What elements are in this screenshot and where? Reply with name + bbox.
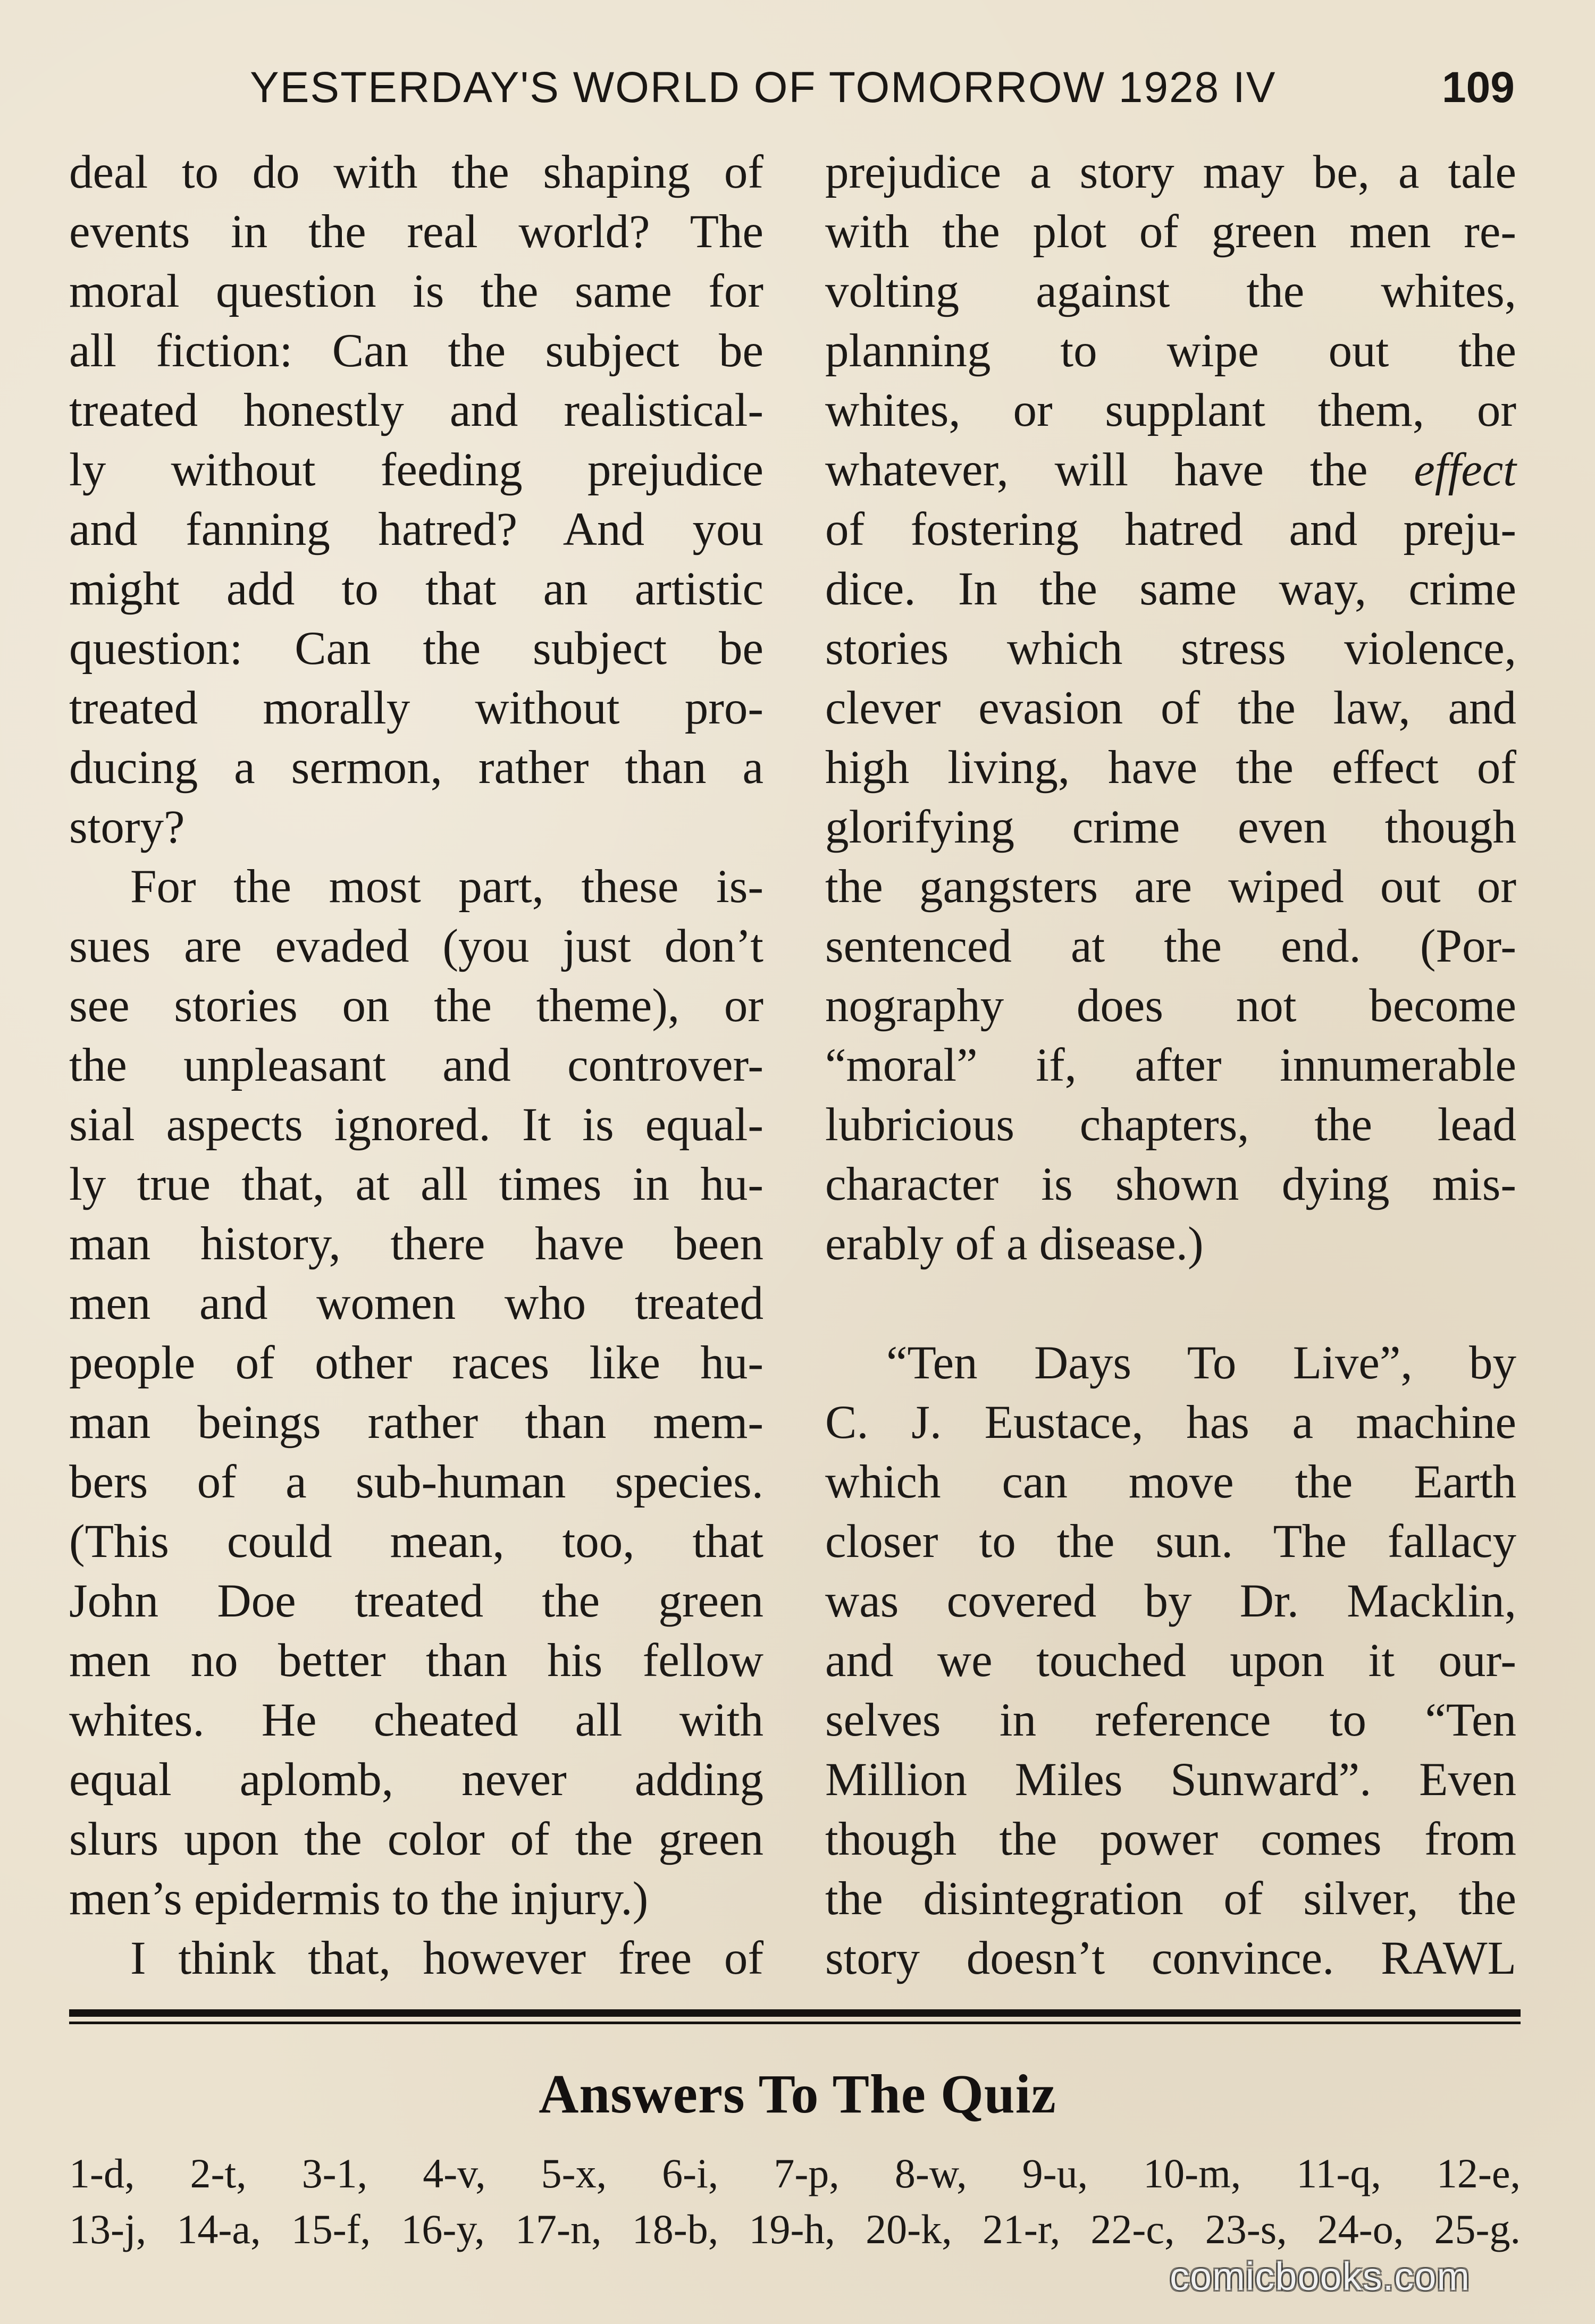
text-line: and we touched upon it our- [825,1635,1516,1687]
text-line: men and women who treated [69,1277,763,1329]
text-line: nography does not become [825,980,1516,1032]
text-line: selves in reference to “Ten [825,1694,1516,1746]
text-line: was covered by Dr. Macklin, [825,1575,1516,1627]
site-watermark: comicbooks.com [1170,2254,1471,2298]
text-line: prejudice a story may be, a tale [825,146,1516,198]
right-column [825,142,1516,1988]
quiz-answers-line: 1-d, 2-t, 3-1, 4-v, 5-x, 6-i, 7-p, 8-w, 9-u, 10-m, 11-q, 12-e, [69,2150,1521,2196]
text-line: though the power comes from [825,1813,1516,1865]
text-line: planning to wipe out the [825,325,1516,377]
text-line: man history, there have been [69,1218,763,1270]
text-line: people of other races like hu- [69,1337,763,1389]
text-line: (This could mean, too, that [69,1515,763,1568]
text-line: high living, have the effect of [825,742,1516,794]
quiz-answers-line: 13-j, 14-a, 15-f, 16-y, 17-n, 18-b, 19-h, 20-k, 21-r, 22-c, 23-s, 24-o, 25-g. [69,2206,1521,2252]
text-line: character is shown dying mis- [825,1158,1516,1210]
text-line: the disintegration of silver, the [825,1873,1516,1925]
text-line: question: Can the subject be [69,622,763,675]
text-line: Million Miles Sunward”. Even [825,1754,1516,1806]
left-column [69,142,763,1988]
text-line-prefix: whatever, will have the [825,444,1414,496]
text-line: treated morally without pro- [69,682,763,734]
text-line: ly true that, at all times in hu- [69,1158,763,1210]
text-line: see stories on the theme), or [69,980,763,1032]
text-line: erably of a disease.) [825,1218,1204,1270]
text-line: ly without feeding prejudice [69,444,763,496]
text-line: might add to that an artistic [69,563,763,615]
text-line: moral question is the same for [69,265,763,317]
text-line: “moral” if, after innumerable [825,1039,1516,1091]
text-line-with-italic [825,440,1516,500]
text-line: whites. He cheated all with [69,1694,763,1746]
text-line: lubricious chapters, the lead [825,1099,1516,1151]
text-line: slurs upon the color of the green [69,1813,763,1865]
text-line: with the plot of green men re- [825,206,1516,258]
text-line: whites, or supplant them, or [825,384,1516,436]
paragraph-gap [825,1274,1516,1333]
text-line: treated honestly and realistical- [69,384,763,436]
text-line: equal aplomb, never adding [69,1754,763,1806]
text-line: and fanning hatred? And you [69,503,763,555]
running-title: YESTERDAY'S WORLD OF TOMORROW 1928 IV [250,63,1277,112]
text-line: dice. In the same way, crime [825,563,1516,615]
text-line: deal to do with the shaping of [69,146,763,198]
page-number: 109 [1442,63,1515,112]
text-line: the gangsters are wiped out or [825,861,1516,913]
text-line: glorifying crime even though [825,801,1516,853]
text-line: all fiction: Can the subject be [69,325,763,377]
text-line: John Doe treated the green [69,1575,763,1627]
section-divider-thick [69,2009,1521,2017]
text-line: men’s epidermis to the injury.) [69,1873,649,1925]
paragraph-first-line: I think that, however free of [130,1932,763,1984]
text-line: men no better than his fellow [69,1635,763,1687]
text-line: stories which stress violence, [825,622,1516,675]
text-line: events in the real world? The [69,206,763,258]
text-line: ducing a sermon, rather than a [69,742,763,794]
text-line: story doesn’t convince. RAWL [825,1932,1516,1984]
text-line: bers of a sub-human species. [69,1456,763,1508]
text-line: volting against the whites, [825,265,1516,317]
text-line: story? [69,801,185,853]
text-line: the unpleasant and controver- [69,1039,763,1091]
text-line: sues are evaded (you just don’t [69,920,763,972]
text-line: C. J. Eustace, has a machine [825,1396,1516,1449]
text-line: which can move the Earth [825,1456,1516,1508]
paragraph-first-line: “Ten Days To Live”, by [886,1337,1516,1389]
text-line: of fostering hatred and preju- [825,503,1516,555]
text-line: clever evasion of the law, and [825,682,1516,734]
paragraph-first-line: For the most part, these is- [130,861,763,913]
text-line: man beings rather than mem- [69,1396,763,1449]
italic-emphasis: effect [1414,444,1516,496]
section-divider-thin [69,2022,1521,2024]
text-line: sentenced at the end. (Por- [825,920,1516,972]
quiz-answers-heading: Answers To The Quiz [539,2064,1056,2125]
text-line: sial aspects ignored. It is equal- [69,1099,763,1151]
text-line: closer to the sun. The fallacy [825,1515,1516,1568]
